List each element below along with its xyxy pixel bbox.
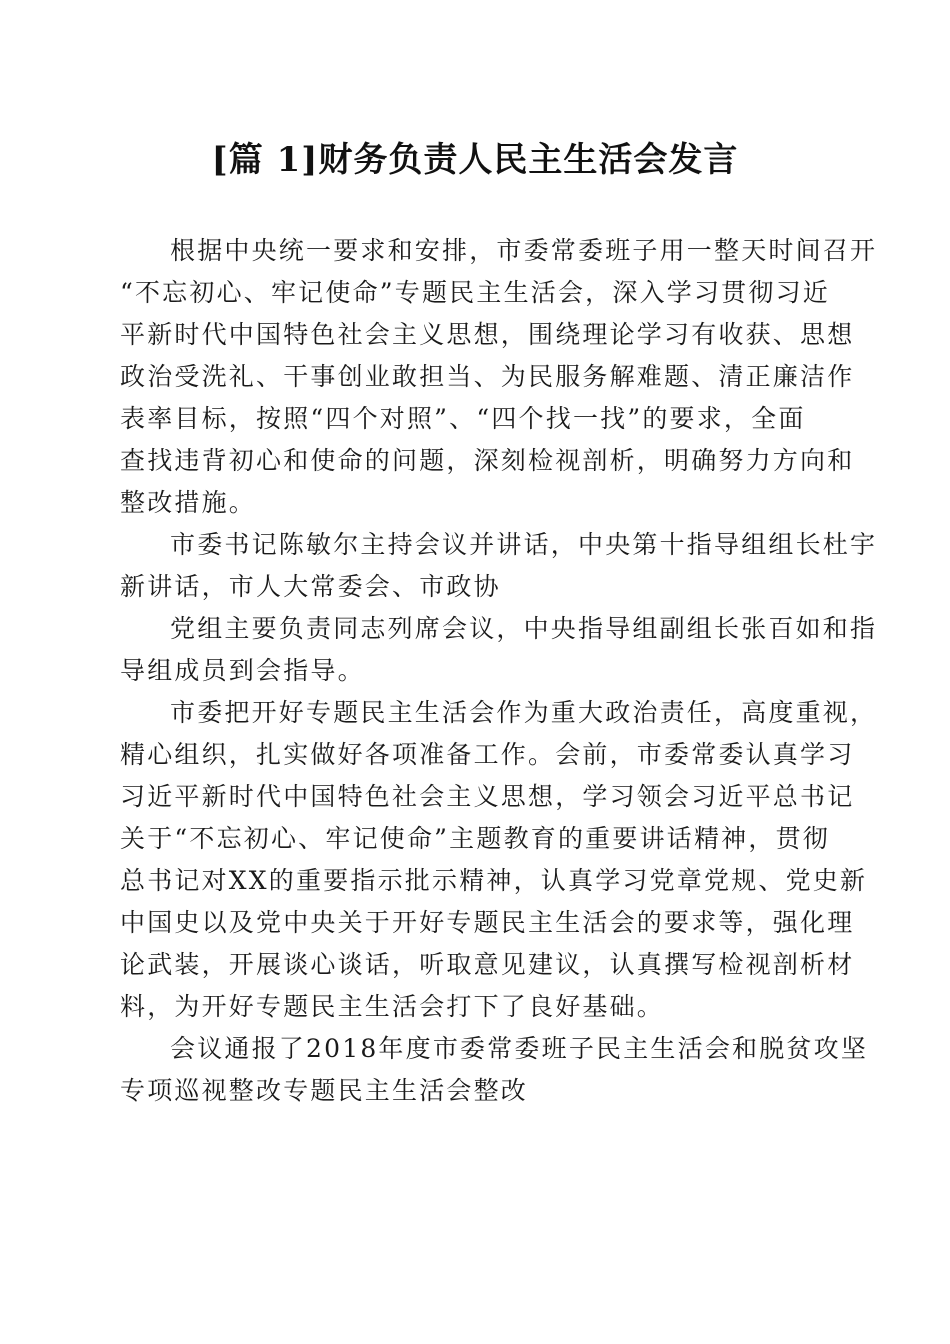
paragraph-line: 市委把开好专题民主生活会作为重大政治责任，高度重视， <box>170 698 878 727</box>
paragraph-4 <box>120 692 878 1028</box>
paragraph-line: 中国史以及党中央关于开好专题民主生活会的要求等，强化理 <box>120 908 855 937</box>
document-body <box>120 230 878 1112</box>
paragraph-line: 论武装，开展谈心谈话，听取意见建议，认真撰写检视剖析材 <box>120 950 855 979</box>
paragraph-line: 总书记对XX的重要指示批示精神，认真学习党章党规、党史新 <box>120 866 868 895</box>
paragraph-line: 平新时代中国特色社会主义思想，围绕理论学习有收获、思想 <box>120 320 855 349</box>
paragraph-line: 整改措施。 <box>120 488 257 517</box>
paragraph-5 <box>120 1028 869 1112</box>
paragraph-line: 表率目标，按照“四个对照”、“四个找一找”的要求，全面 <box>120 404 806 433</box>
paragraph-3 <box>120 608 878 692</box>
paragraph-line: 新讲话，市人大常委会、市政协 <box>120 572 501 601</box>
paragraph-line: 查找违背初心和使命的问题，深刻检视剖析，明确努力方向和 <box>120 446 855 475</box>
paragraph-line: 精心组织，扎实做好各项准备工作。会前，市委常委认真学习 <box>120 740 855 769</box>
paragraph-2 <box>120 524 878 608</box>
paragraph-line: 市委书记陈敏尔主持会议并讲话，中央第十指导组组长杜宇 <box>170 530 878 559</box>
paragraph-line: 政治受洗礼、干事创业敢担当、为民服务解难题、清正廉洁作 <box>120 362 855 391</box>
paragraph-line: “不忘初心、牢记使命”专题民主生活会，深入学习贯彻习近 <box>120 278 830 307</box>
paragraph-line: 根据中央统一要求和安排，市委常委班子用一整天时间召开 <box>170 236 878 265</box>
paragraph-line: 会议通报了2018年度市委常委班子民主生活会和脱贫攻坚 <box>170 1034 869 1063</box>
paragraph-line: 党组主要负责同志列席会议，中央指导组副组长张百如和指 <box>170 614 878 643</box>
paragraph-line: 导组成员到会指导。 <box>120 656 365 685</box>
paragraph-1 <box>120 230 878 524</box>
paragraph-line: 专项巡视整改专题民主生活会整改 <box>120 1076 529 1105</box>
paragraph-line: 习近平新时代中国特色社会主义思想，学习领会习近平总书记 <box>120 782 855 811</box>
paragraph-line: 料，为开好专题民主生活会打下了良好基础。 <box>120 992 665 1021</box>
paragraph-line: 关于“不忘初心、牢记使命”主题教育的重要讲话精神，贯彻 <box>120 824 830 853</box>
document-title: [篇 1]财务负责人民主生活会发言 <box>211 140 739 180</box>
